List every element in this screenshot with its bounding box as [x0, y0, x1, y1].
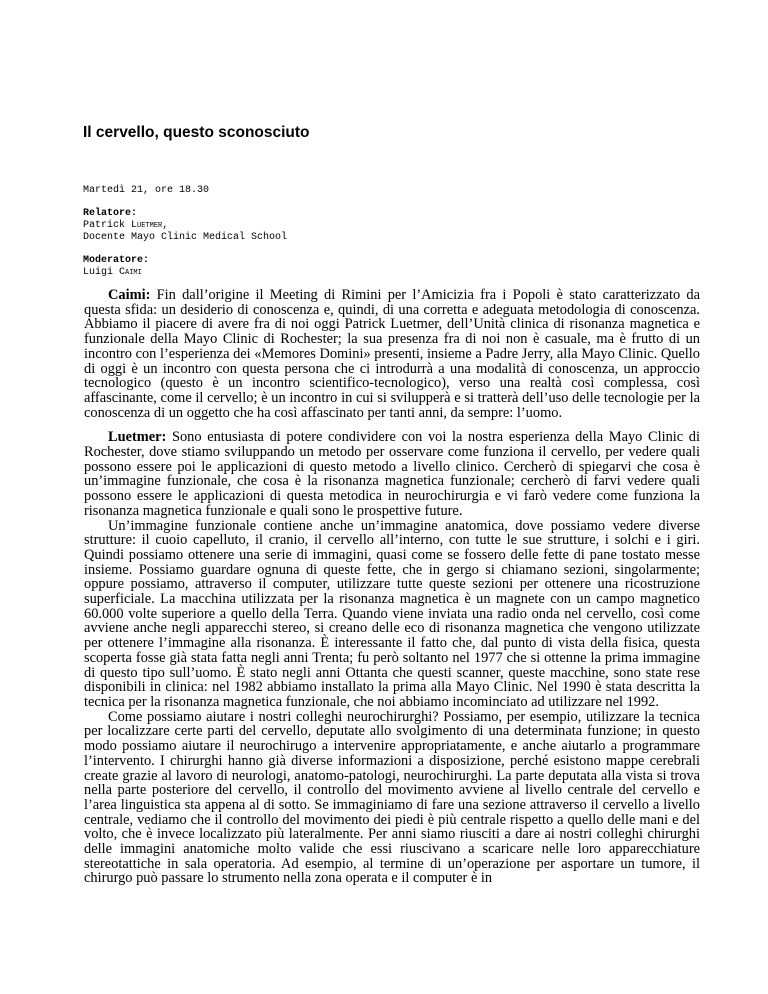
relatore-label: Relatore:: [83, 208, 138, 219]
speaker-block: [83, 208, 683, 244]
paragraph-text: Fin dall’origine il Meeting di Rimini per l’Amicizia fra i Popoli è stato caratterizzato da questa sfida: un desiderio di conoscenza e, quindi, di una corretta e adeguata metodologia di conoscenza. Abbiamo il piacere di avere fra di noi oggi Patrick Luetmer, dell’Unità clinica di risonanza magnetica e funzionale della Mayo Clinic di Rochester; la sua presenza fra di noi non è casuale, ma è frutto di un incontro con l’esperienza dei «Memores Domini» presenti, insieme a Padre Jerry, alla Mayo Clinic. Quello di oggi è un incontro con questa persona che ci introdurrà a una modalità di conoscenza, un approccio tecnologico (questo è un incontro scientifico-tecnologico), verso una realtà così complessa, così affascinante, come il cervello; è un incontro in cui si svilupperà e si tratterà dell’uso delle tecnologie per la conoscenza di un oggetto che ha così affascinato per tanti anni, da sempre: l’uomo.: [84, 287, 700, 421]
document-title: Il cervello, questo sconosciuto: [83, 124, 310, 141]
paragraph-neurosurgery: [84, 710, 700, 886]
transcript-body: [84, 288, 700, 886]
paragraph-text: Sono entusiasta di potere condividere con voi la nostra esperienza della Mayo Clinic di Rochester, dove stiamo sviluppando un metodo per osservare come funziona il cervello, per vedere quali possono essere poi le applicazioni di questo metodo a livello clinico. Cercherò di spiegarvi che cosa è un’immagine funzionale, che cosa è la risonanza magnetica funzionale; cercherò di farvi vedere quali possono essere le applicazioni di questa metodica in neurochirurgia e vi farò vedere come funziona la risonanza magnetica funzionale e quali sono le prospettive future.: [84, 429, 700, 519]
paragraph-text: Un’immagine funzionale contiene anche un’immagine anatomica, dove possiamo vedere diverse strutture: il cuoio capelluto, il cranio, il cervello all’interno, con tutte le sue strutture, i solchi e i giri. Quindi possiamo ottenere una serie di immagini, quasi come se fossero delle fette di pane tostato messe insieme. Possiamo guardare ognuna di queste fette, che in gergo si chiamano sezioni, singolarmente; oppure possiamo, attraverso il computer, utilizzare tutte queste sezioni per ottenere una ricostruzione superficiale. La macchina utilizzata per la risonanza magnetica è un magnete con un campo magnetico 60.000 volte superiore a quello della Terra. Quando viene inviata una radio onda nel cervello, così come avviene anche negli apparecchi stereo, si creano delle eco di risonanza magnetica che vengono utilizzate per ottenere l’immagine alla risonanza. È interessante il fatto che, dal punto di vista della fisica, questa scoperta fosse già stata fatta negli anni Trenta; fu però soltanto nel 1977 che si ottenne la prima immagine di questo tipo sull’uomo. È stato negli anni Ottanta che questi scanner, queste macchine, sono state rese disponibili in clinica: nel 1982 abbiamo installato la prima alla Mayo Clinic. Nel 1990 è stata descritta la tecnica per la risonanza magnetica funzionale, che noi abbiamo incominciato ad utilizzare nel 1992.: [84, 517, 700, 710]
relatore-separator: ,: [162, 220, 169, 231]
moderatore-last-name: Caimi: [119, 267, 142, 278]
relatore-name: [83, 220, 683, 232]
paragraph-caimi: [84, 288, 700, 420]
moderatore-name: [83, 267, 683, 279]
paragraph-luetmer: [84, 430, 700, 518]
relatore-role: Docente Mayo Clinic Medical School: [83, 232, 288, 243]
paragraph-text: Come possiamo aiutare i nostri colleghi neurochirurghi? Possiamo, per esempio, utilizzare la tecnica per localizzare certe parti del cervello, deputate allo svolgimento di una determinata funzione; in questo modo possiamo aiutare il neurochirugo a intervenire appropriatamente, e anche aiutarlo a programmare l’intervento. I chirurghi hanno già diverse informazioni a disposizione, perché esistono mappe cerebrali create grazie al lavoro di neurologi, anatomo-patologi, neurochirurghi. La parte deputata alla vista si trova nella parte posteriore del cervello, il controllo del movimento avviene al livello centrale del cervello e l’area linguistica sta appena al di sotto. Se immaginiamo di fare una sezione attraverso il cervello a livello centrale, vediamo che il controllo del movimento dei piedi è più centrale rispetto a quello delle mani e del volto, che è invece localizzato più lateralmente. Per anni siamo riusciti a dare ai nostri colleghi chirurghi delle immagini anatomiche molto valide che essi riuscivano a scaricare nelle loro apparecchiature stereotattiche in sala operatoria. Ad esempio, al termine di un’operazione per asportare un tumore, il chirurgo può passare lo strumento nella zona operata e il computer è in: [84, 708, 700, 887]
moderatore-label: Moderatore:: [83, 255, 150, 266]
moderatore-first-name: Luigi: [83, 267, 120, 278]
paragraph-functional-image: [84, 519, 700, 710]
event-date: [83, 185, 683, 197]
relatore-first-name: Patrick: [83, 220, 132, 231]
speaker-label: Luetmer:: [108, 429, 167, 446]
moderator-block: [83, 255, 683, 279]
event-date-text: Martedì 21, ore 18.30: [83, 185, 210, 196]
speaker-label: Caimi:: [108, 287, 151, 303]
relatore-last-name: Luetmer: [131, 220, 163, 231]
